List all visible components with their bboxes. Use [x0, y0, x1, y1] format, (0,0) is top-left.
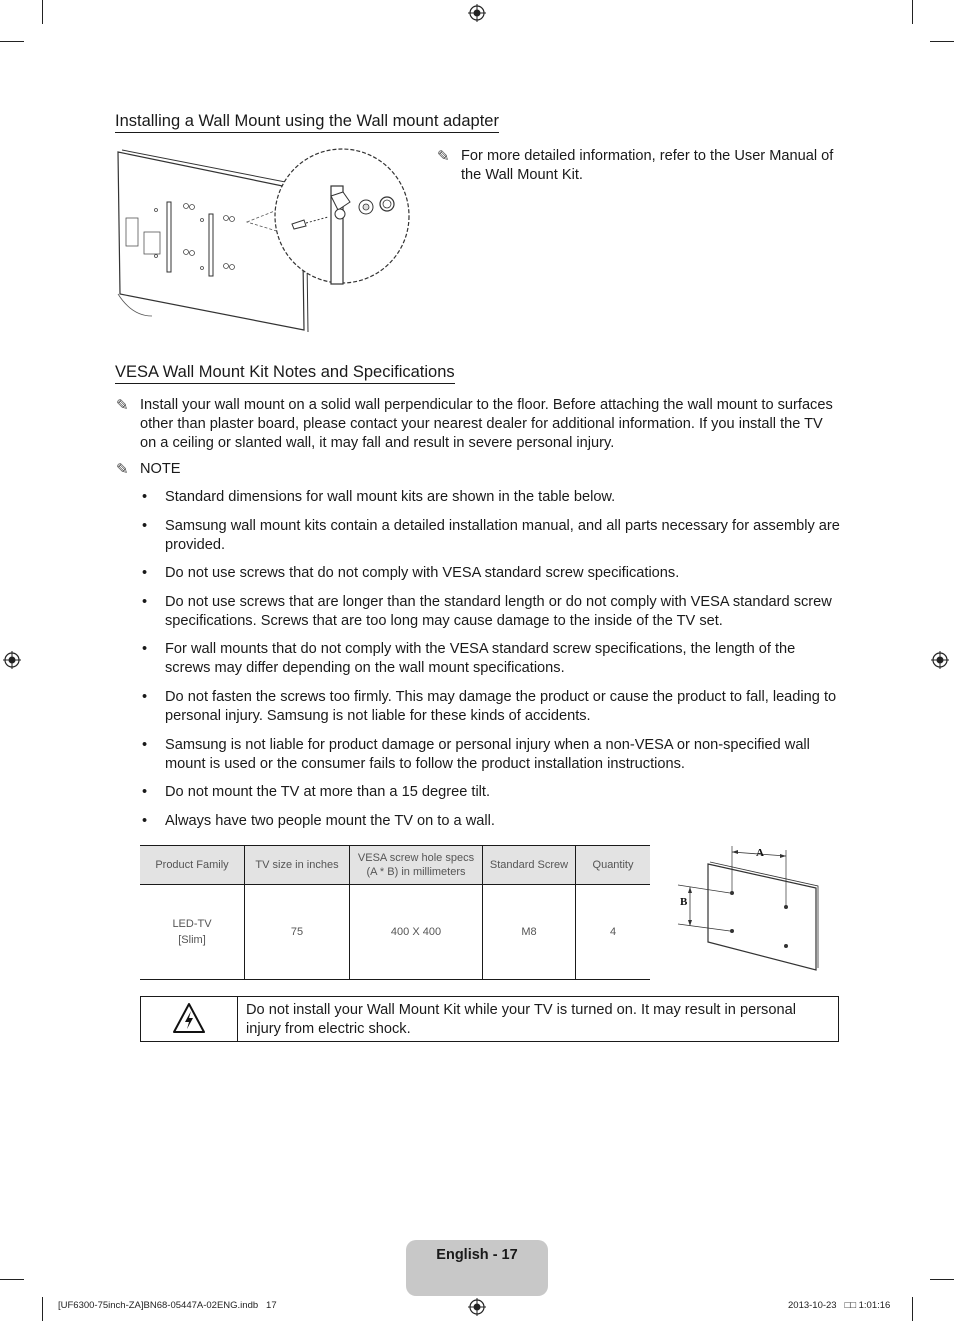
warning-text: Do not install your Wall Mount Kit while your TV is turned on. It may result in personal injury from electric shock.: [246, 1002, 796, 1037]
crop-mark: [930, 1279, 954, 1280]
page-number-tab: [406, 1240, 548, 1296]
note-heading-text: NOTE: [140, 461, 181, 477]
list-item: • Standard dimensions for wall mount kits are shown in the table below.: [142, 489, 616, 505]
section-title-wall-mount-adapter: Installing a Wall Mount using the Wall mount adapter: [115, 111, 499, 133]
pencil-note-icon: ✎: [437, 148, 450, 165]
warning-divider: [237, 997, 238, 1041]
cell-quantity: 4: [576, 885, 651, 980]
electric-shock-warning-icon: [172, 1002, 206, 1034]
crop-mark: [42, 1297, 43, 1321]
electric-shock-warning: [140, 996, 839, 1042]
registration-mark-icon: [468, 4, 486, 22]
footer-file-name: [UF6300-75inch-ZA]BN68-05447A-02ENG.indb 17: [58, 1300, 277, 1311]
cell-tv-size: 75: [245, 885, 350, 980]
page-number-label: English - 17: [436, 1247, 518, 1263]
header-quantity: Quantity: [576, 846, 651, 885]
list-item: • Do not mount the TV at more than a 15 degree tilt.: [142, 784, 491, 801]
pencil-note-icon: ✎: [116, 461, 129, 478]
list-item: • Do not use screws that do not comply with VESA standard screw specifications.: [142, 565, 680, 582]
cell-product-family: LED-TV [Slim]: [140, 885, 245, 980]
section-title-vesa-notes: VESA Wall Mount Kit Notes and Specifications: [115, 362, 455, 384]
registration-mark-icon: [931, 651, 949, 669]
solid-wall-note: [116, 396, 842, 453]
table-row: [140, 885, 650, 980]
crop-mark: [930, 41, 954, 42]
crop-mark: [912, 1297, 913, 1321]
crop-mark: [0, 1279, 24, 1280]
list-item: • Samsung is not liable for product damage or personal injury when a non-VESA or non-specified wall mount is used or the consumer fails to follow the product installation instructions.: [142, 736, 810, 772]
note-text: For more detailed information, refer to the User Manual of the Wall Mount Kit.: [461, 148, 834, 183]
footer-timestamp: 2013-10-23 □□ 1:01:16: [788, 1300, 891, 1311]
registration-mark-icon: [3, 651, 21, 669]
pencil-note-icon: ✎: [116, 397, 129, 414]
header-tv-size: TV size in inches: [245, 846, 350, 885]
note-text: Install your wall mount on a solid wall perpendicular to the floor. Before attaching the wall mount to surfaces other than plaster board, please contact your nearest dealer for additional information. If you install the TV on a ceiling or slanted wall, it may fall and result in severe personal injury.: [140, 397, 833, 451]
dimension-label-a: A: [756, 847, 764, 859]
list-item: • For wall mounts that do not comply with the VESA standard screw specifications, the length of the screws may differ depending on the wall mount specifications.: [142, 641, 796, 677]
list-item: • Do not use screws that are longer than the standard length or do not comply with VESA standard screw specifications. Screws that are too long may cause damage to the inside of the TV set.: [142, 593, 832, 629]
cell-screw: M8: [483, 885, 576, 980]
crop-mark: [912, 0, 913, 24]
list-item: • Do not fasten the screws too firmly. This may damage the product or cause the product to fall, leading to personal injury. Samsung is not liable for these kinds of accidents.: [142, 688, 837, 724]
header-product-family: Product Family: [140, 846, 245, 885]
registration-mark-icon: [468, 1298, 486, 1316]
table-header-row: [140, 846, 650, 885]
list-item: • Always have two people mount the TV on to a wall.: [142, 812, 495, 829]
vesa-spec-table: [140, 845, 650, 980]
wall-mount-adapter-illustration: [112, 146, 414, 334]
vesa-dimension-diagram: [676, 842, 826, 974]
header-vesa-specs: VESA screw hole specs (A * B) in millimeters: [350, 846, 483, 885]
crop-mark: [42, 0, 43, 24]
header-standard-screw: Standard Screw: [483, 846, 576, 885]
dimension-label-b: B: [680, 896, 688, 908]
note-bullet-list: [140, 488, 840, 840]
crop-mark: [0, 41, 24, 42]
note-heading: [116, 460, 340, 479]
list-item: • Samsung wall mount kits contain a detailed installation manual, and all parts necessary for assembly are provided.: [142, 517, 840, 553]
cell-vesa: 400 X 400: [350, 885, 483, 980]
wall-mount-kit-note: [437, 147, 843, 185]
